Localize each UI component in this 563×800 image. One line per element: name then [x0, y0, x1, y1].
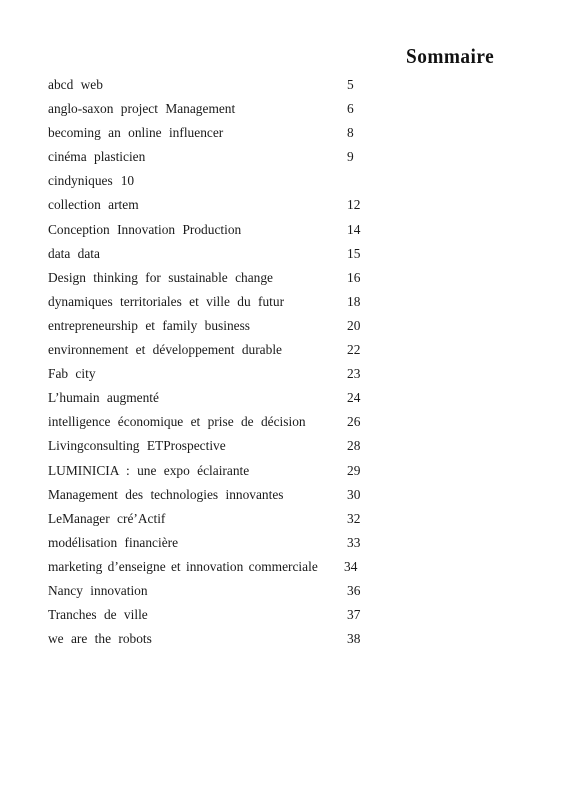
toc-entry-page: 36 — [347, 582, 361, 598]
toc-entry — [48, 582, 368, 606]
toc-entry-page: 5 — [347, 77, 354, 92]
toc-entry-label: environnement et développement durable — [48, 342, 282, 358]
toc-entry — [48, 148, 368, 172]
toc-entry — [48, 196, 368, 220]
page-title: Sommaire — [406, 44, 495, 68]
toc-entry — [48, 317, 368, 341]
toc-entry-label: Tranches de ville — [48, 607, 148, 623]
toc-entry-label: Design thinking for sustainable change — [48, 269, 273, 285]
toc-entry-label: Fab city — [48, 366, 96, 382]
toc-entry — [48, 124, 368, 148]
table-of-contents — [48, 76, 368, 654]
toc-entry — [48, 365, 368, 389]
toc-entry — [48, 100, 368, 124]
toc-entry-label: LUMINICIA : une expo éclairante — [48, 462, 250, 478]
toc-entry-label: LeManager cré’Actif — [48, 510, 166, 526]
toc-entry-page: 34 — [344, 558, 358, 574]
toc-entry — [48, 606, 368, 630]
toc-entry-label: entrepreneurship et family business — [48, 317, 251, 333]
toc-entry-page: 30 — [347, 486, 361, 502]
toc-entry — [48, 534, 368, 558]
toc-entry — [48, 437, 368, 461]
toc-entry-label: marketing d’enseigne et innovation commerciale — [48, 558, 318, 574]
toc-entry-page: 15 — [347, 245, 361, 261]
toc-entry-label: dynamiques territoriales et ville du futur — [48, 293, 285, 309]
toc-entry-page: 20 — [347, 317, 361, 333]
toc-entry-label: anglo-saxon project Management — [48, 101, 236, 117]
toc-entry-label: becoming an online influencer — [48, 125, 224, 141]
toc-entry — [48, 76, 368, 100]
toc-entry-label: cindyniques — [48, 173, 113, 189]
toc-entry — [48, 245, 368, 269]
toc-entry-label: data data — [48, 245, 100, 261]
toc-entry-label: Conception Innovation Production — [48, 221, 242, 237]
toc-entry-label: collection artem — [48, 197, 139, 213]
toc-entry-page: 9 — [347, 149, 354, 165]
toc-entry — [48, 630, 368, 654]
toc-entry-page: 10 — [120, 173, 135, 189]
toc-entry-page: 26 — [347, 414, 361, 430]
toc-entry — [48, 269, 368, 293]
toc-entry-page: 8 — [347, 125, 354, 141]
toc-entry — [48, 341, 368, 365]
toc-entry — [48, 462, 368, 486]
toc-entry-label: Livingconsulting ETProspective — [48, 438, 226, 454]
toc-entry — [48, 221, 368, 245]
toc-entry — [48, 389, 368, 413]
toc-entry-label: Management des technologies innovantes — [48, 486, 284, 502]
toc-entry — [48, 172, 368, 196]
toc-entry-page: 29 — [347, 462, 361, 478]
toc-entry-label: modélisation financière — [48, 534, 179, 550]
toc-entry — [48, 413, 368, 437]
toc-entry-label: L’humain augmenté — [48, 390, 159, 406]
toc-entry-label: Nancy innovation — [48, 582, 148, 598]
toc-entry-label: abcd web — [48, 77, 103, 92]
toc-entry-label: cinéma plasticien — [48, 149, 146, 165]
toc-entry-label: intelligence économique et prise de décision — [48, 414, 306, 430]
toc-entry-page: 28 — [347, 438, 361, 454]
toc-entry-label: we are the robots — [48, 631, 152, 647]
toc-entry-page: 18 — [347, 293, 361, 309]
toc-entry-page: 32 — [347, 510, 361, 526]
toc-entry-page: 16 — [347, 269, 361, 285]
toc-entry-page: 38 — [347, 631, 361, 647]
toc-entry-page: 14 — [347, 221, 361, 237]
toc-entry — [48, 486, 368, 510]
toc-entry-page: 12 — [347, 197, 361, 213]
toc-entry — [48, 293, 368, 317]
toc-entry-page: 22 — [347, 342, 361, 358]
toc-entry-page: 37 — [347, 607, 361, 623]
toc-entry — [48, 510, 368, 534]
toc-entry-page: 6 — [347, 101, 354, 117]
toc-entry-page: 33 — [347, 534, 361, 550]
toc-entry-page: 23 — [347, 366, 361, 382]
toc-entry-page: 24 — [347, 390, 361, 406]
toc-entry — [48, 558, 368, 582]
